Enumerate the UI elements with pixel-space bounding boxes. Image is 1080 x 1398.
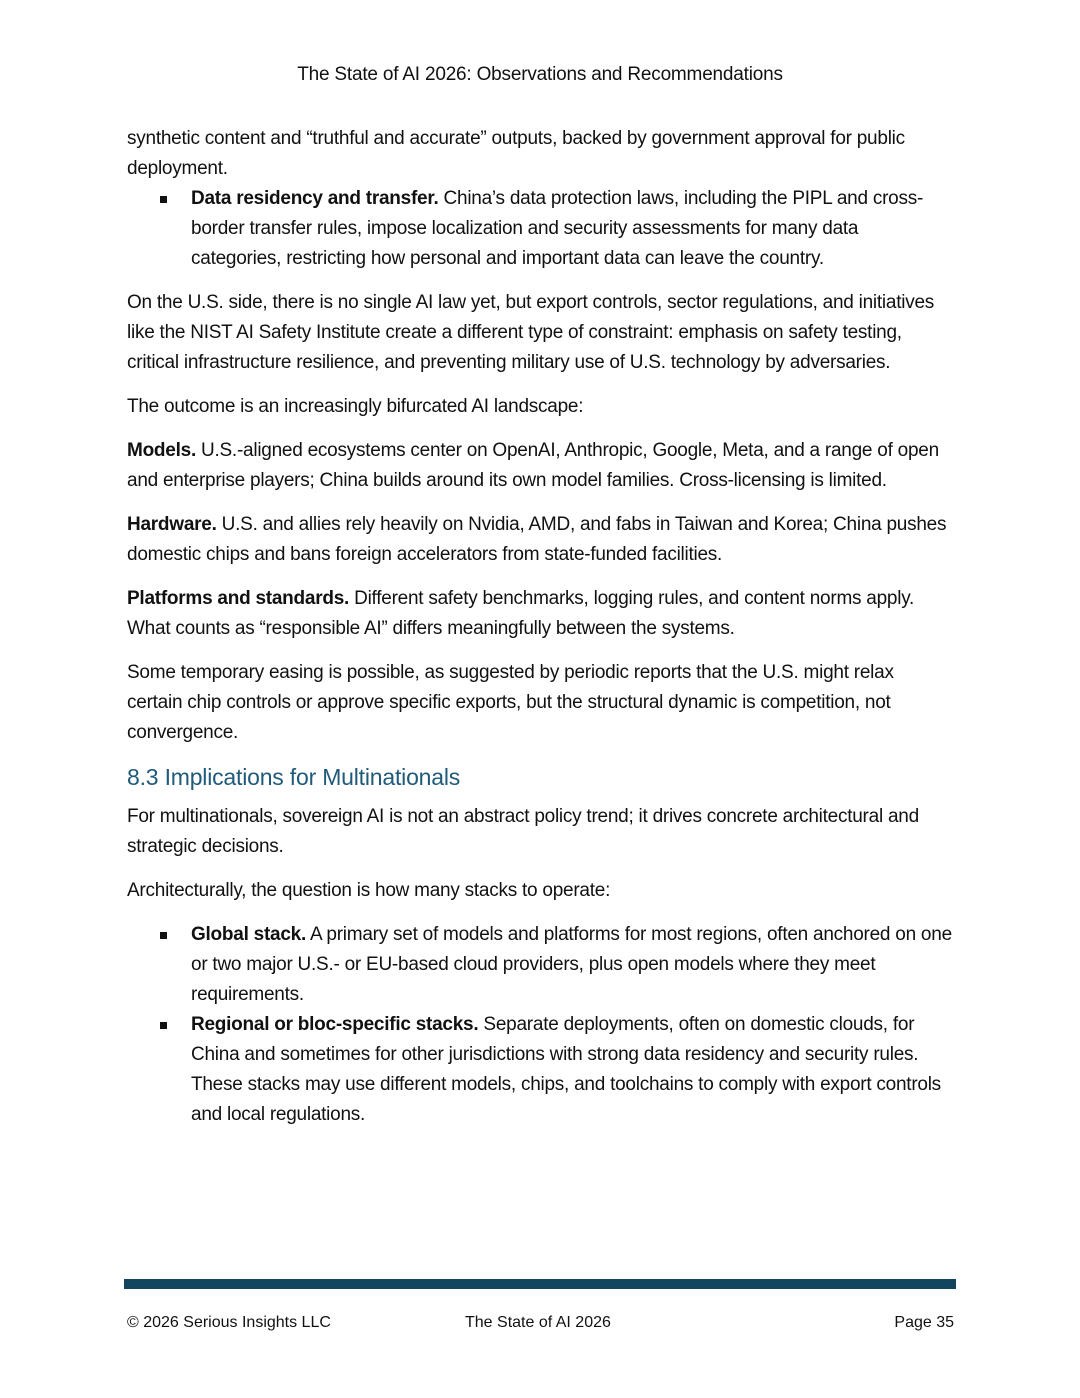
- paragraph: Models. U.S.-aligned ecosystems center on OpenAI, Anthropic, Google, Meta, and a range of open and enterprise players; China builds around its own model families. Cross-licensing is limited.: [127, 440, 939, 491]
- bullet-list-1: [127, 184, 953, 274]
- bullet-square-icon: [160, 196, 167, 203]
- bullet-square-icon: [160, 932, 167, 939]
- bullet-square-icon: [160, 1022, 167, 1029]
- paragraph: Architecturally, the question is how many stacks to operate:: [127, 880, 611, 901]
- footer-divider-bar: [124, 1279, 956, 1289]
- paragraph-lead: Models.: [127, 440, 196, 461]
- bullet-list-2: [127, 920, 953, 1130]
- page-content: [127, 124, 953, 1144]
- paragraph: On the U.S. side, there is no single AI law yet, but export controls, sector regulations, and initiatives like the NIST AI Safety Institute create a different type of constraint: emphasis on safety testing, critical infrastructure resilience, and preventing military use of U.S. technology by adversaries.: [127, 292, 935, 373]
- footer-copyright: © 2026 Serious Insights LLC: [127, 1314, 331, 1331]
- page-footer: [127, 1314, 954, 1338]
- paragraph: Hardware. U.S. and allies rely heavily on Nvidia, AMD, and fabs in Taiwan and Korea; China pushes domestic chips and bans foreign accelerators from state-funded facilities.: [127, 514, 947, 565]
- continued-bullet-text: synthetic content and “truthful and accurate” outputs, backed by government approval for public deployment.: [127, 128, 905, 179]
- bullet-item: [127, 1010, 953, 1130]
- page-header: The State of AI 2026: Observations and Recommendations: [297, 64, 783, 85]
- paragraph: The outcome is an increasingly bifurcated AI landscape:: [127, 396, 584, 417]
- paragraph: Some temporary easing is possible, as suggested by periodic reports that the U.S. might relax certain chip controls or approve specific exports, but the structural dynamic is competition, not convergence.: [127, 662, 894, 743]
- paragraph: For multinationals, sovereign AI is not an abstract policy trend; it drives concrete architectural and strategic decisions.: [127, 806, 919, 857]
- paragraph-lead: Platforms and standards.: [127, 588, 350, 609]
- bullet-text: A primary set of models and platforms for most regions, often anchored on one or two major U.S.- or EU-based cloud providers, plus open models where they meet requirements.: [191, 924, 952, 1005]
- footer-page-number: Page 35: [894, 1314, 954, 1331]
- bullet-text: Separate deployments, often on domestic clouds, for China and sometimes for other jurisdictions with strong data residency and security rules. These stacks may use different models, chips, and toolchains to comply with export controls and local regulations.: [191, 1014, 941, 1125]
- paragraph: Platforms and standards. Different safety benchmarks, logging rules, and content norms apply. What counts as “responsible AI” differs meaningfully between the systems.: [127, 588, 915, 639]
- bullet-lead: Data residency and transfer.: [191, 188, 439, 209]
- bullet-text: China’s data protection laws, including the PIPL and cross-border transfer rules, impose localization and security assessments for many data categories, restricting how personal and important data can leave the country.: [191, 188, 924, 269]
- bullet-item: [127, 184, 953, 274]
- section-heading: 8.3 Implications for Multinationals: [127, 764, 461, 790]
- bullet-lead: Regional or bloc-specific stacks.: [191, 1014, 479, 1035]
- footer-doc-title: The State of AI 2026: [465, 1314, 611, 1331]
- bullet-lead: Global stack.: [191, 924, 307, 945]
- paragraph-lead: Hardware.: [127, 514, 217, 535]
- bullet-item: [127, 920, 953, 1010]
